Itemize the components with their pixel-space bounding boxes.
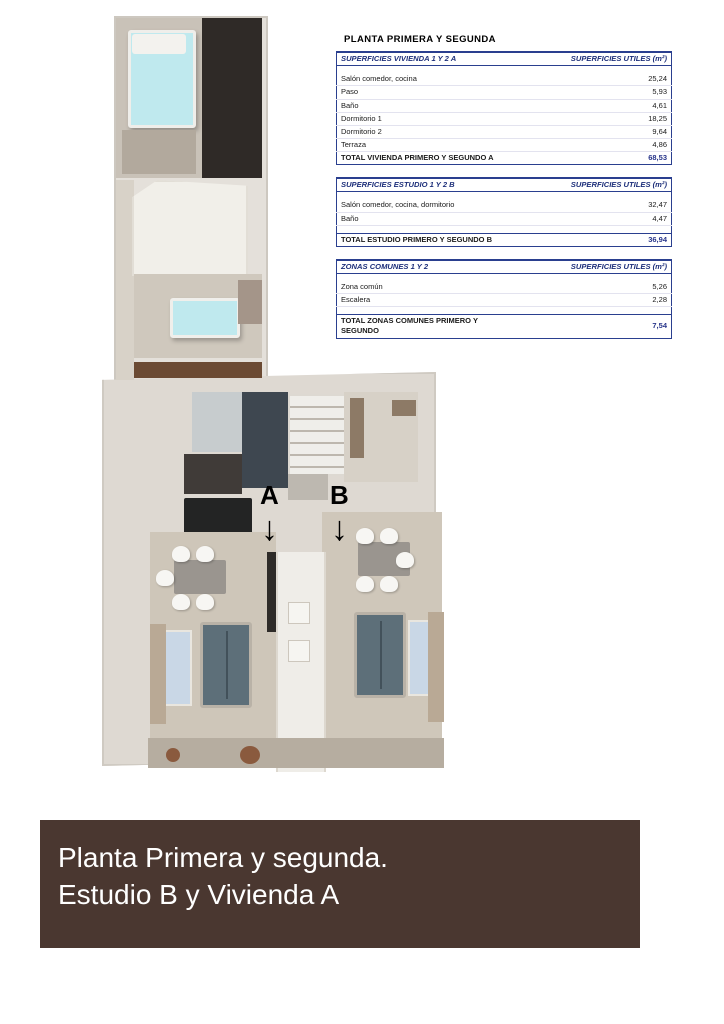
spacer-cell — [337, 274, 505, 282]
table-vivienda-a — [336, 51, 672, 165]
plant-pot — [240, 746, 260, 764]
table-estudio-b — [336, 177, 672, 247]
table-row — [337, 112, 672, 125]
row-value: 5,26 — [504, 281, 672, 294]
marker-b-letter: B — [330, 480, 349, 510]
landing-grey-floor — [192, 392, 242, 452]
bathroom-right — [288, 474, 328, 500]
bathroom-block — [132, 180, 248, 276]
spacer-cell — [504, 274, 672, 282]
spacer-cell — [504, 192, 672, 200]
row-label: Salón comedor, cocina — [337, 73, 505, 86]
chair — [356, 528, 374, 544]
header-zonas-comunes-right: SUPERFICIES UTILES (m²) — [504, 260, 672, 274]
chair — [196, 594, 214, 610]
row-label: Salón comedor, cocina, dormitorio — [337, 199, 505, 212]
table-zonas-comunes — [336, 259, 672, 339]
dark-wall-panel — [202, 18, 262, 178]
row-label: Zona común — [337, 281, 505, 294]
total-label: TOTAL ESTUDIO PRIMERO Y SEGUNDO B — [337, 233, 505, 246]
header-vivienda-a-right: SUPERFICIES UTILES (m²) — [504, 52, 672, 66]
rug-bedroom-1 — [122, 130, 196, 174]
table-row — [337, 199, 672, 212]
bathroom-left — [184, 454, 242, 494]
table-row — [337, 212, 672, 225]
table-row — [337, 99, 672, 112]
total-value: 36,94 — [504, 233, 672, 246]
spacer-cell — [337, 307, 505, 315]
marker-a-letter: A — [260, 480, 279, 510]
spacer-row — [337, 192, 672, 200]
table-row — [337, 138, 672, 151]
spacer-cell — [337, 66, 505, 74]
bed-1-pillow — [132, 34, 186, 54]
chair — [156, 570, 174, 586]
spacer-row — [337, 307, 672, 315]
wardrobe — [238, 280, 262, 324]
header-vivienda-a-left: SUPERFICIES VIVIENDA 1 Y 2 A — [337, 52, 505, 66]
marker-b-arrow-icon: ↓ — [330, 510, 348, 548]
spacer-cell — [504, 66, 672, 74]
total-label: TOTAL VIVIENDA PRIMERO Y SEGUNDO A — [337, 152, 505, 165]
spacer-row — [337, 274, 672, 282]
caption-bar — [40, 820, 640, 948]
plant-pot — [166, 748, 180, 762]
wood-floor-band — [134, 362, 262, 378]
core-detail — [288, 602, 310, 624]
table-total-row — [337, 315, 672, 338]
sofa-right — [354, 612, 406, 698]
table-total-row — [337, 233, 672, 246]
total-value: 7,54 — [504, 315, 672, 338]
row-value: 25,24 — [504, 73, 672, 86]
row-value: 32,47 — [504, 199, 672, 212]
table-row — [337, 86, 672, 99]
corridor-paso — [116, 180, 134, 380]
marker-a-arrow-icon: ↓ — [260, 510, 278, 548]
row-value: 4,86 — [504, 138, 672, 151]
header-estudio-b-left: SUPERFICIES ESTUDIO 1 Y 2 B — [337, 178, 505, 192]
label-marker-b — [330, 482, 349, 546]
table-header-row — [337, 52, 672, 66]
row-label: Paso — [337, 86, 505, 99]
header-estudio-b-right: SUPERFICIES UTILES (m²) — [504, 178, 672, 192]
table-header-row — [337, 178, 672, 192]
row-label: Dormitorio 1 — [337, 112, 505, 125]
row-value: 5,93 — [504, 86, 672, 99]
spacer-cell — [504, 307, 672, 315]
terrace-left — [150, 624, 166, 724]
caption-line-1: Planta Primera y segunda. — [58, 842, 388, 873]
table-header-row — [337, 260, 672, 274]
table-total-row — [337, 152, 672, 165]
row-value: 4,47 — [504, 212, 672, 225]
dining-table-left — [174, 560, 226, 594]
surface-tables — [336, 34, 680, 339]
table-row — [337, 294, 672, 307]
header-zonas-comunes-left: ZONAS COMUNES 1 Y 2 — [337, 260, 505, 274]
kitchen-unit-tall — [350, 398, 364, 458]
row-value: 9,64 — [504, 125, 672, 138]
chair — [356, 576, 374, 592]
row-label: Terraza — [337, 138, 505, 151]
row-label: Escalera — [337, 294, 505, 307]
total-label: TOTAL ZONAS COMUNES PRIMERO Y SEGUNDO — [337, 315, 505, 338]
staircase — [288, 394, 348, 476]
core-detail — [288, 640, 310, 662]
terrace-right — [428, 612, 444, 722]
row-label: Baño — [337, 99, 505, 112]
kitchen-unit-counter — [392, 400, 416, 416]
spacer-cell — [337, 225, 505, 233]
row-label: Dormitorio 2 — [337, 125, 505, 138]
row-value: 2,28 — [504, 294, 672, 307]
bed-2 — [170, 298, 240, 338]
tables-title: PLANTA PRIMERA Y SEGUNDA — [344, 34, 496, 45]
table-row — [337, 125, 672, 138]
chair — [380, 576, 398, 592]
row-value: 4,61 — [504, 99, 672, 112]
spacer-cell — [337, 192, 505, 200]
front-terrace-band — [148, 738, 444, 768]
chair — [172, 594, 190, 610]
table-row — [337, 281, 672, 294]
caption-line-2: Estudio B y Vivienda A — [58, 878, 340, 910]
spacer-row — [337, 66, 672, 74]
row-value: 18,25 — [504, 112, 672, 125]
spacer-cell — [504, 225, 672, 233]
spacer-row — [337, 225, 672, 233]
total-value: 68,53 — [504, 152, 672, 165]
chair — [380, 528, 398, 544]
label-marker-a — [260, 482, 279, 546]
chair — [196, 546, 214, 562]
row-label: Baño — [337, 212, 505, 225]
hall-dark-floor — [242, 392, 288, 488]
table-row — [337, 73, 672, 86]
chair — [396, 552, 414, 568]
chair — [172, 546, 190, 562]
sofa-left — [200, 622, 252, 708]
